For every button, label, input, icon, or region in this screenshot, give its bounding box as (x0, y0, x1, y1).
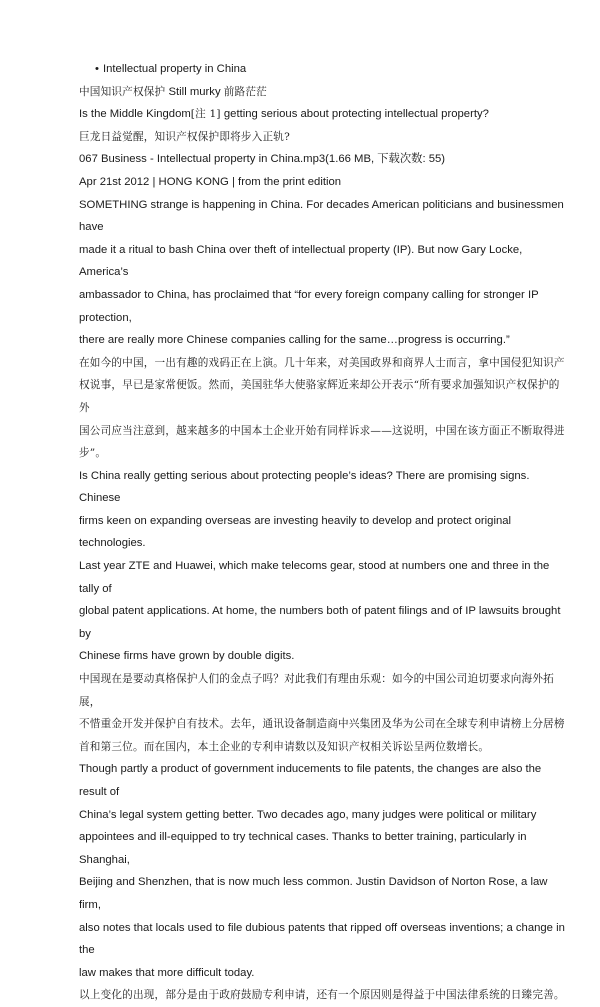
bullet-icon: • (95, 63, 99, 75)
paragraph-line: appointees and ill-equipped to try technical cases. Thanks to better training, particularly in Shanghai, (79, 831, 527, 866)
topic-bullet-item (79, 58, 569, 81)
topic-heading: Intellectual property in China (103, 63, 247, 75)
paragraph-en-2 (79, 465, 569, 668)
article-title (79, 81, 569, 104)
paragraph-line: Beijing and Shenzhen, that is now much less common. Justin Davidson of Norton Rose, a law firm, (79, 876, 548, 911)
paragraph-line: also notes that locals used to file dubious patents that ripped off overseas inventions; a change in the (79, 921, 565, 957)
paragraph-line: 在如今的中国，一出有趣的戏码正在上演。几十年来，对美国政界和商界人士而言，拿中国侵犯知识产 (79, 356, 565, 369)
paragraph-en-3 (79, 758, 569, 984)
paragraph-line: China’s legal system getting better. Two decades ago, many judges were political or military (79, 808, 537, 821)
paragraph-zh-3 (79, 984, 569, 1007)
subtitle-zh: 巨龙日益觉醒，知识产权保护即将步入正轨? (79, 130, 290, 143)
audio-attachment-link[interactable]: 067 Business - Intellectual property in China.mp3(1.66 MB, 下载次数: 55) (79, 153, 446, 166)
subtitle-en-before: Is the Middle Kingdom (79, 108, 191, 121)
paragraph-line: global patent applications. At home, the numbers both of patent filings and of IP lawsuits brought by (79, 605, 561, 640)
paragraph-line: 不惜重金开发并保护自有技术。去年，通讯设备制造商中兴集团及华为公司在全球专利申请榜上分居榜 (79, 718, 565, 731)
document-page (79, 58, 569, 1007)
subtitle-en (79, 103, 569, 126)
paragraph-line: ambassador to China, has proclaimed that “for every foreign company calling for stronger IP protection, (79, 288, 539, 324)
paragraph-line: 以上变化的出现，部分是由于政府鼓励专利申请，还有一个原因则是得益于中国法律系统的日臻完善。 (79, 989, 565, 1002)
paragraph-line: there are really more Chinese companies calling for the same…progress is occurring.” (79, 334, 510, 347)
paragraph-line: 权说事，早已是家常便饭。然而，美国驻华大使骆家辉近来却公开表示“所有要求加强知识产权保护的外 (79, 379, 560, 414)
title-zh-suffix: 前路茫茫 (223, 85, 267, 98)
title-zh-prefix: 中国知识产权保护 (79, 85, 166, 98)
paragraph-line: firms keen on expanding overseas are investing heavily to develop and protect original technologies. (79, 514, 512, 550)
paragraph-line: 国公司应当注意到，越来越多的中国本土企业开始有同样诉求——这说明，中国在该方面正不断取得进 (79, 424, 565, 437)
footnote-link[interactable]: [注 1] (190, 108, 221, 121)
paragraph-line: 首和第三位。而在国内，本土企业的专利申请数以及知识产权相关诉讼呈两位数增长。 (79, 740, 490, 753)
subtitle-en-after: getting serious about protecting intellectual property? (223, 108, 489, 121)
paragraph-zh-2 (79, 668, 569, 758)
paragraph-zh-1 (79, 352, 569, 465)
title-en: Still murky (168, 85, 221, 98)
paragraph-line: 步”。 (79, 447, 107, 460)
paragraph-line: law makes that more difficult today. (79, 966, 255, 979)
article-body (79, 194, 569, 1007)
dateline: Apr 21st 2012 | HONG KONG | from the print edition (79, 175, 342, 188)
paragraph-line: 中国现在是要动真格保护人们的金点子吗？对此我们有理由乐观：如今的中国公司迫切要求向海外拓展， (79, 673, 554, 708)
paragraph-line: SOMETHING strange is happening in China. For decades American politicians and businessmen have (79, 198, 564, 234)
paragraph-line: Last year ZTE and Huawei, which make telecoms gear, stood at numbers one and three in the tally of (79, 560, 550, 595)
paragraph-line: Is China really getting serious about protecting people’s ideas? There are promising signs. Chinese (79, 469, 530, 505)
paragraph-line: Chinese firms have grown by double digits. (79, 650, 295, 663)
paragraph-en-1 (79, 194, 569, 352)
paragraph-line: Though partly a product of government inducements to file patents, the changes are also the result of (79, 763, 542, 798)
paragraph-line: made it a ritual to bash China over theft of intellectual property (IP). But now Gary Locke, America’s (79, 243, 523, 279)
